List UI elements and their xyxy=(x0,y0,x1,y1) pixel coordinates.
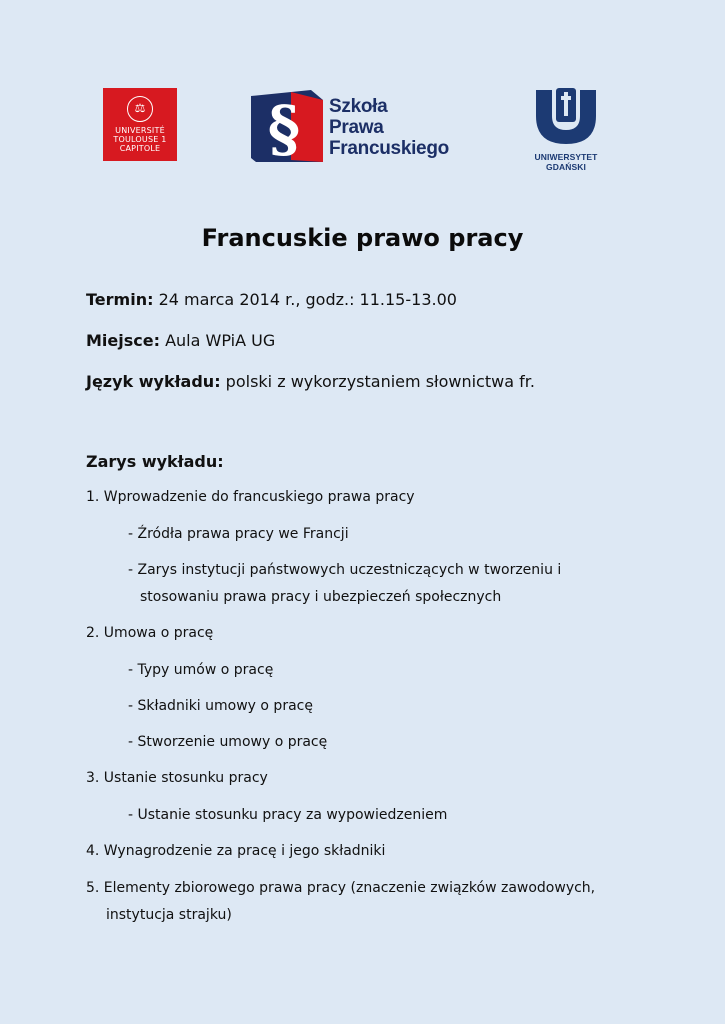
miejsce-line xyxy=(86,331,275,350)
school-logo-line-1: Szkoła xyxy=(329,96,388,117)
gdansk-logo xyxy=(514,86,618,172)
outline-subitem: - Zarys instytucji państwowych uczestniczących w tworzeniu i xyxy=(128,562,562,578)
termin-line xyxy=(86,290,457,309)
outline-subitem-continuation: stosowaniu prawa pracy i ubezpieczeń społecznych xyxy=(140,589,502,605)
school-logo-line-3: Francuskiego xyxy=(329,138,449,159)
termin-label: Termin: xyxy=(86,290,154,309)
miejsce-value: Aula WPiA UG xyxy=(160,331,276,350)
outline-subitem: - Źródła prawa pracy we Francji xyxy=(128,526,349,542)
outline-subitem: - Składniki umowy o pracę xyxy=(128,698,313,714)
paragraph-symbol: § xyxy=(267,92,301,162)
outline-subitem: - Typy umów o pracę xyxy=(128,662,274,678)
outline-item: 5. Elementy zbiorowego prawa pracy (znaczenie związków zawodowych, xyxy=(86,880,596,896)
outline-item: 3. Ustanie stosunku pracy xyxy=(86,770,268,786)
school-logo xyxy=(251,90,471,170)
school-logo-text xyxy=(329,96,449,159)
jezyk-label: Język wykładu: xyxy=(86,372,221,391)
outline-subitem: - Stworzenie umowy o pracę xyxy=(128,734,328,750)
logo-row xyxy=(0,84,725,174)
gdansk-logo-caption: UNIWERSYTET GDAŃSKI xyxy=(534,152,598,172)
jezyk-value: polski z wykorzystaniem słownictwa fr. xyxy=(220,372,535,391)
school-logo-line-2: Prawa xyxy=(329,117,384,138)
outline-item: 2. Umowa o pracę xyxy=(86,625,214,641)
paragraph-icon xyxy=(251,90,323,162)
outline-item: 1. Wprowadzenie do francuskiego prawa pracy xyxy=(86,489,415,505)
outline-item: 4. Wynagrodzenie za pracę i jego składniki xyxy=(86,843,386,859)
toulouse-logo-line-1: UNIVERSITÉ xyxy=(115,126,165,135)
miejsce-label: Miejsce: xyxy=(86,331,160,350)
toulouse-seal-icon: ⚖ xyxy=(127,96,153,122)
outline-subitem: - Ustanie stosunku pracy za wypowiedzeniem xyxy=(128,807,448,823)
page-title: Francuskie prawo pracy xyxy=(201,224,524,252)
toulouse-logo-line-3: CAPITOLE xyxy=(119,144,161,153)
outline-heading: Zarys wykładu: xyxy=(86,452,224,471)
gdansk-emblem-icon xyxy=(526,86,606,148)
outline-item-continuation: instytucja strajku) xyxy=(106,907,232,923)
toulouse-logo-line-2: TOULOUSE 1 xyxy=(113,135,167,144)
jezyk-line xyxy=(86,372,535,391)
termin-value: 24 marca 2014 r., godz.: 11.15-13.00 xyxy=(153,290,457,309)
toulouse-logo xyxy=(103,88,177,161)
